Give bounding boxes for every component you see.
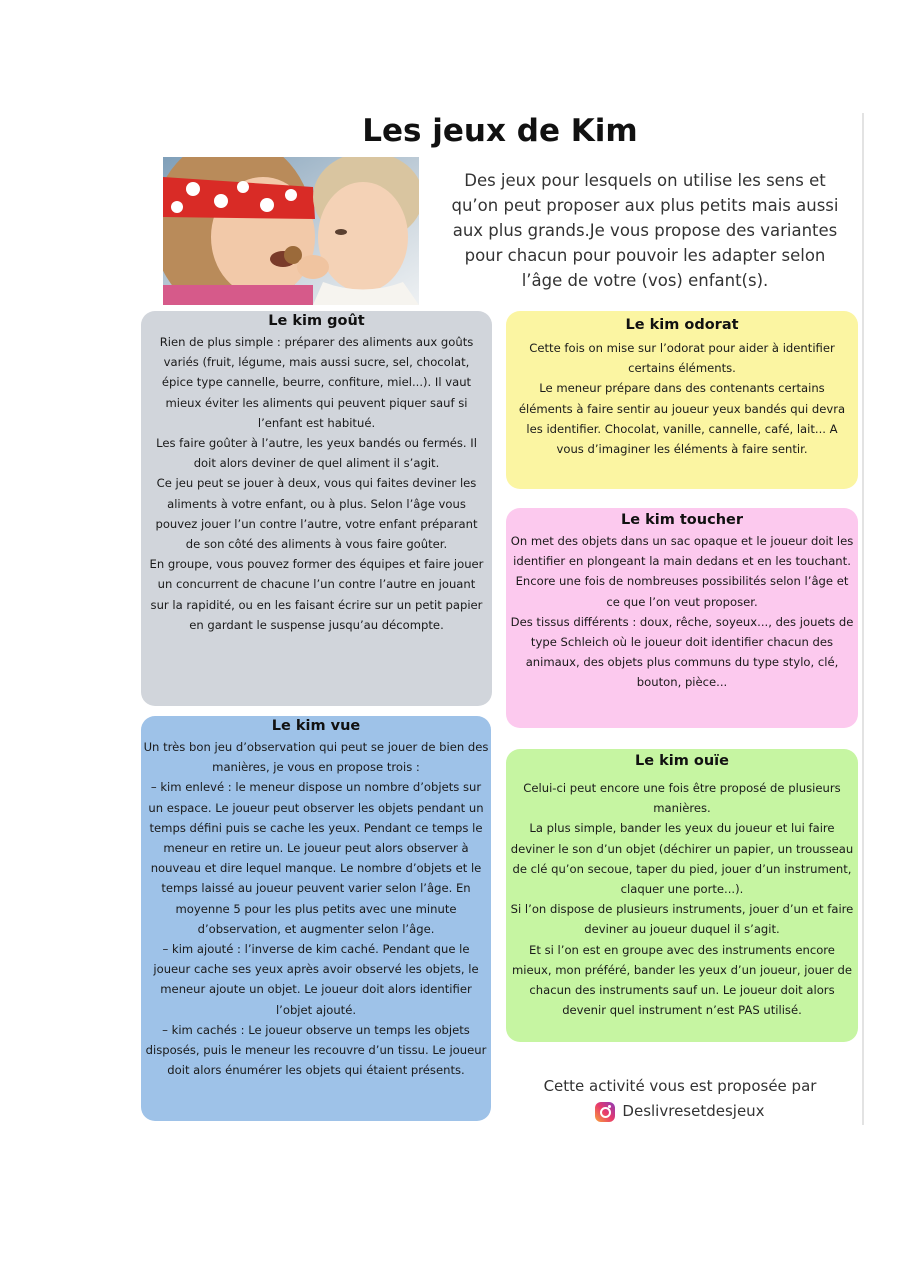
section-kim-gout [141,311,492,706]
children-blindfold-photo [163,157,419,305]
section-paragraph: Cette fois on mise sur l’odorat pour aider à identifier certains éléments. [529,341,835,376]
section-kim-vue [141,716,491,1121]
instagram-handle: Deslivresetdesjeux [622,1102,765,1120]
instagram-icon [595,1102,615,1122]
instagram-handle-link[interactable] [595,1099,764,1124]
section-paragraph: Des tissus différents : doux, rêche, soyeux..., des jouets de type Schleich où le joueur doit identifier chacun des animaux, des objets plus communs du type stylo, clé, bouton, pièce... [510,614,854,690]
section-paragraph: Si l’on dispose de plusieurs instruments, jouer d’un et faire deviner au joueur duquel il s’agit. [510,902,854,937]
credit-block [520,1074,840,1130]
section-paragraph: La plus simple, bander les yeux du joueur et lui faire deviner le son d’un objet (déchirer un papier, un trousseau de clé qu’on secoue, taper du pied, jouer d’un instrument, claquer une porte...). [510,821,854,897]
intro-text: Des jeux pour lesquels on utilise les sens et qu’on peut proposer aux plus petits mais aussi aux plus grands.Je vous propose des variantes pour chacun pour pouvoir les adapter selon l’âge de votre (vos) enfant(s). [451,171,839,290]
section-paragraph: On met des objets dans un sac opaque et le joueur doit les identifier en plongeant la main dedans et en les touchant. [510,534,854,569]
page-edge-divider [862,113,864,1125]
section-paragraph: En groupe, vous pouvez former des équipes et faire jouer un concurrent de chacune l’un contre l’autre en jouant sur la rapidité, ou en les faisant écrire sur un petit papier en gardant le suspense jusqu’au décompte. [149,557,484,632]
section-paragraph: Ce jeu peut se jouer à deux, vous qui faites deviner les aliments à votre enfant, ou à plus. Selon l’âge vous pouvez jouer l’un contre l’autre, votre enfant préparant de son côté des aliments à vous faire goûter. [155,476,478,552]
section-title: Le kim ouïe [635,753,729,769]
section-paragraph: – kim ajouté : l’inverse de kim caché. Pendant que le joueur cache ses yeux après avoir observé les objets, le meneur ajoute un objet. Le joueur doit alors identifier l’objet ajouté. [153,942,479,1017]
section-paragraph: – kim cachés : Le joueur observe un temps les objets disposés, puis le meneur les recouvre d’un tissu. Le joueur doit alors énumérer les objets qui étaient présents. [145,1022,487,1078]
section-paragraph: – kim enlevé : le meneur dispose un nombre d’objets sur un espace. Le joueur peut observer les objets pendant un temps défini puis se cache les yeux. Pendant ce temps le meneur en retire un. Le joueur peut alors observer à nouveau et dire lequel manque. Le nombre d’objets et le temps laissé au joueur peuvent varier selon l’âge. En moyenne 5 pour les plus petits avec une minute d’observation, et augmenter selon l’âge. [148,780,484,936]
section-kim-ouie [506,749,858,1042]
section-kim-odorat [506,311,858,489]
section-title: Le kim toucher [620,512,743,528]
section-paragraph: Et si l’on est en groupe avec des instruments encore mieux, mon préféré, bander les yeux d’un joueur, jouer de chacun des instruments sauf un. Le joueur doit alors devenir quel instrument n’est PAS utilisé. [511,942,853,1018]
section-paragraph: Encore une fois de nombreuses possibilités selon l’âge et ce que l’on veut proposer. [515,574,849,609]
section-paragraph: Rien de plus simple : préparer des aliments aux goûts variés (fruit, légume, mais aussi sucre, sel, chocolat, épice type cannelle, beurre, confiture, miel...). Il vaut mieux éviter les aliments qui peuvent piquer sauf si l’enfant est habitué. [159,335,474,430]
section-paragraph: Celui-ci peut encore une fois être proposé de plusieurs manières. [523,781,841,816]
section-title: Le kim goût [268,313,365,329]
section-kim-toucher [506,508,858,728]
page-title: Les jeux de Kim [362,113,638,149]
section-paragraph: Le meneur prépare dans des contenants certains éléments à faire sentir au joueur yeux bandés qui devra les identifier. Chocolat, vanille, cannelle, café, lait... A vous d’imaginer les éléments à faire sentir. [518,381,846,457]
section-paragraph: Les faire goûter à l’autre, les yeux bandés ou fermés. Il doit alors deviner de quel aliment il s’agit. [156,436,477,471]
section-title: Le kim odorat [625,317,739,333]
section-paragraph: Un très bon jeu d’observation qui peut se jouer de bien des manières, je vous en propose trois : [143,740,489,775]
credit-line: Cette activité vous est proposée par [543,1077,817,1095]
section-title: Le kim vue [271,718,361,734]
